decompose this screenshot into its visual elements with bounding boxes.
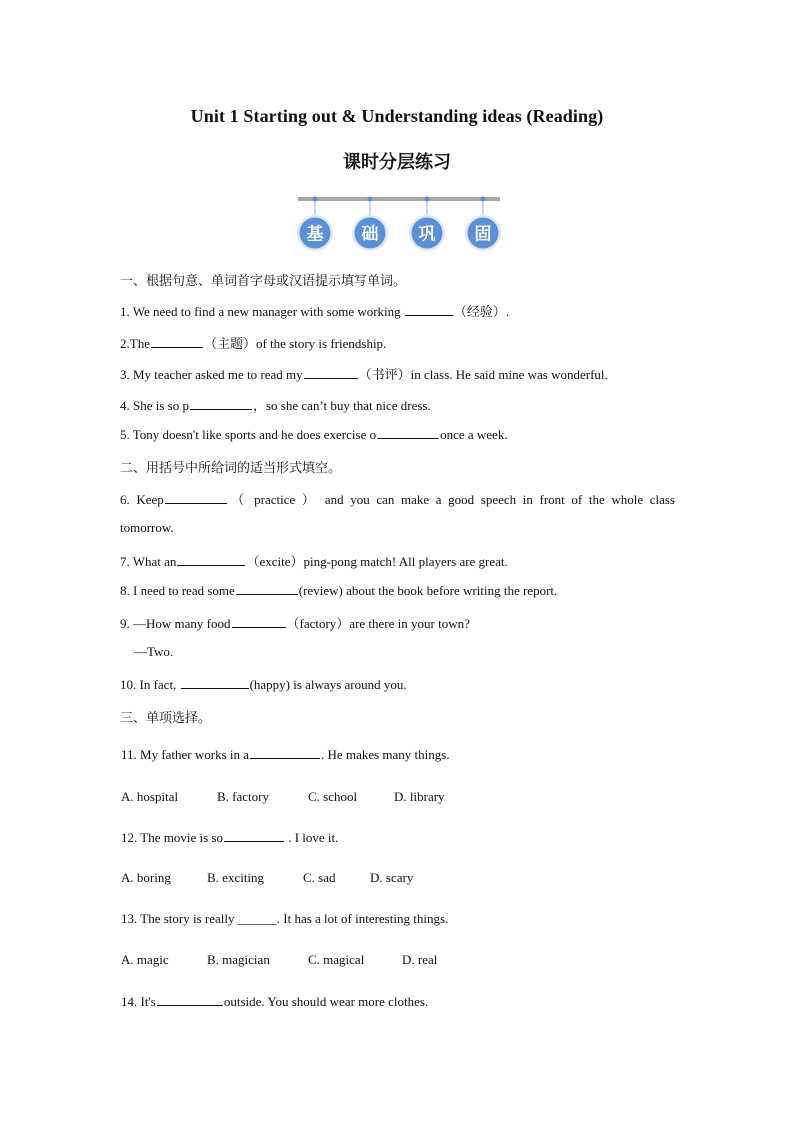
question-9 (120, 613, 470, 632)
question-14 (121, 993, 428, 1010)
question-4 (120, 395, 431, 414)
question-14-text-b: outside. You should wear more clothes. (223, 994, 429, 1009)
question-4-text-b: ，so she can’t buy that nice dress. (252, 398, 431, 413)
answer-blank-3[interactable] (304, 366, 358, 379)
question-2-text-b: （主题）of the story is friendship. (203, 336, 387, 351)
question-5 (120, 426, 508, 443)
option-12-b[interactable]: B. exciting (207, 870, 265, 885)
section3-heading: 三、单项选择。 (120, 710, 212, 725)
question-10 (120, 676, 407, 693)
question-6-text-b: （ practice ） and you can make a good speech in front of the whole class (227, 492, 675, 507)
question-11-text-b: . He makes many things. (321, 747, 450, 762)
question-11-text-a: 11. My father works in a (121, 747, 250, 762)
question-4-text-a: 4. She is so p (120, 398, 189, 413)
option-11-a[interactable]: A. hospital (121, 789, 179, 804)
option-12-c[interactable]: C. sad (303, 870, 336, 885)
answer-blank-1[interactable] (405, 303, 453, 316)
answer-blank-10[interactable] (181, 676, 249, 689)
question-2 (120, 333, 386, 352)
banner-char: 基 (306, 224, 324, 245)
document-title: Unit 1 Starting out & Understanding ideas (Reading) (190, 106, 604, 126)
option-12-a[interactable]: A. boring (121, 870, 171, 885)
banner-dot (313, 197, 318, 202)
question-6 (120, 489, 675, 508)
option-12-d[interactable]: D. scary (370, 870, 414, 885)
question-12-options (121, 870, 413, 886)
question-6-text-a: 6. Keep (120, 492, 164, 507)
question-9-answer: —Two. (134, 644, 174, 659)
answer-blank-13[interactable]: ______ (237, 911, 277, 926)
question-11 (121, 746, 450, 763)
option-11-c[interactable]: C. school (308, 789, 358, 804)
banner-char: 础 (361, 224, 379, 245)
question-12-text-a: 12. The movie is so (121, 830, 223, 845)
question-3 (120, 364, 608, 383)
question-12 (121, 829, 338, 846)
answer-blank-2[interactable] (151, 335, 203, 348)
banner-dot (481, 197, 486, 202)
answer-blank-12[interactable] (224, 829, 284, 842)
section-banner (296, 192, 502, 256)
option-11-b[interactable]: B. factory (217, 789, 269, 804)
question-10-text-b: (happy) is always around you. (249, 677, 407, 692)
answer-blank-11[interactable] (250, 746, 320, 759)
question-1-text-b: （经验）. (453, 304, 510, 319)
document-subtitle: 课时分层练习 (343, 152, 451, 172)
question-13-options (121, 952, 437, 968)
answer-blank-7[interactable] (177, 553, 245, 566)
question-3-text-a: 3. My teacher asked me to read my (120, 367, 303, 382)
question-8-text-b: (review) about the book before writing the report. (298, 583, 558, 598)
question-7 (120, 551, 508, 570)
question-11-options (121, 789, 445, 805)
question-13-text-b: . It has a lot of interesting things. (276, 911, 449, 926)
question-14-text-a: 14. It's (121, 994, 156, 1009)
option-13-a[interactable]: A. magic (121, 952, 169, 967)
question-8 (120, 582, 557, 599)
option-13-b[interactable]: B. magician (207, 952, 270, 967)
banner-dot (368, 197, 373, 202)
question-3-text-b: （书评）in class. He said mine was wonderful. (358, 367, 608, 382)
answer-blank-14[interactable] (157, 993, 223, 1006)
option-13-d[interactable]: D. real (402, 952, 438, 967)
question-9-text-b: （factory）are there in your town? (286, 616, 470, 631)
question-13 (121, 911, 448, 927)
question-6-continuation: tomorrow. (120, 520, 174, 535)
question-1-text-a: 1. We need to find a new manager with some working (120, 304, 404, 319)
option-13-c[interactable]: C. magical (308, 952, 365, 967)
question-1 (120, 301, 509, 320)
banner-char: 固 (474, 224, 492, 245)
banner-char: 巩 (418, 224, 436, 245)
answer-blank-6[interactable] (165, 491, 227, 504)
question-12-text-b: . I love it. (284, 830, 339, 845)
section2-heading: 二、用括号中所给词的适当形式填空。 (120, 460, 342, 475)
question-8-text-a: 8. I need to read some (120, 583, 235, 598)
answer-blank-4[interactable] (190, 397, 252, 410)
question-13-text-a: 13. The story is really (121, 911, 238, 926)
question-5-text-b: once a week. (440, 427, 508, 442)
answer-blank-8[interactable] (236, 582, 298, 595)
question-7-text-b: （excite）ping-pong match! All players are great. (246, 554, 508, 569)
question-2-text-a: 2.The (120, 336, 150, 351)
question-10-text-a: 10. In fact, (120, 677, 180, 692)
answer-blank-9[interactable] (232, 615, 286, 628)
option-11-d[interactable]: D. library (394, 789, 445, 804)
question-7-text-a: 7. What an (120, 554, 177, 569)
banner-bar (298, 197, 500, 201)
answer-blank-5[interactable] (377, 426, 439, 439)
question-9-text-a: 9. —How many food (120, 616, 231, 631)
section1-heading: 一、根据句意、单词首字母或汉语提示填写单词。 (120, 273, 407, 288)
banner-dot (425, 197, 430, 202)
question-5-text-a: 5. Tony doesn't like sports and he does exercise o (120, 427, 377, 442)
